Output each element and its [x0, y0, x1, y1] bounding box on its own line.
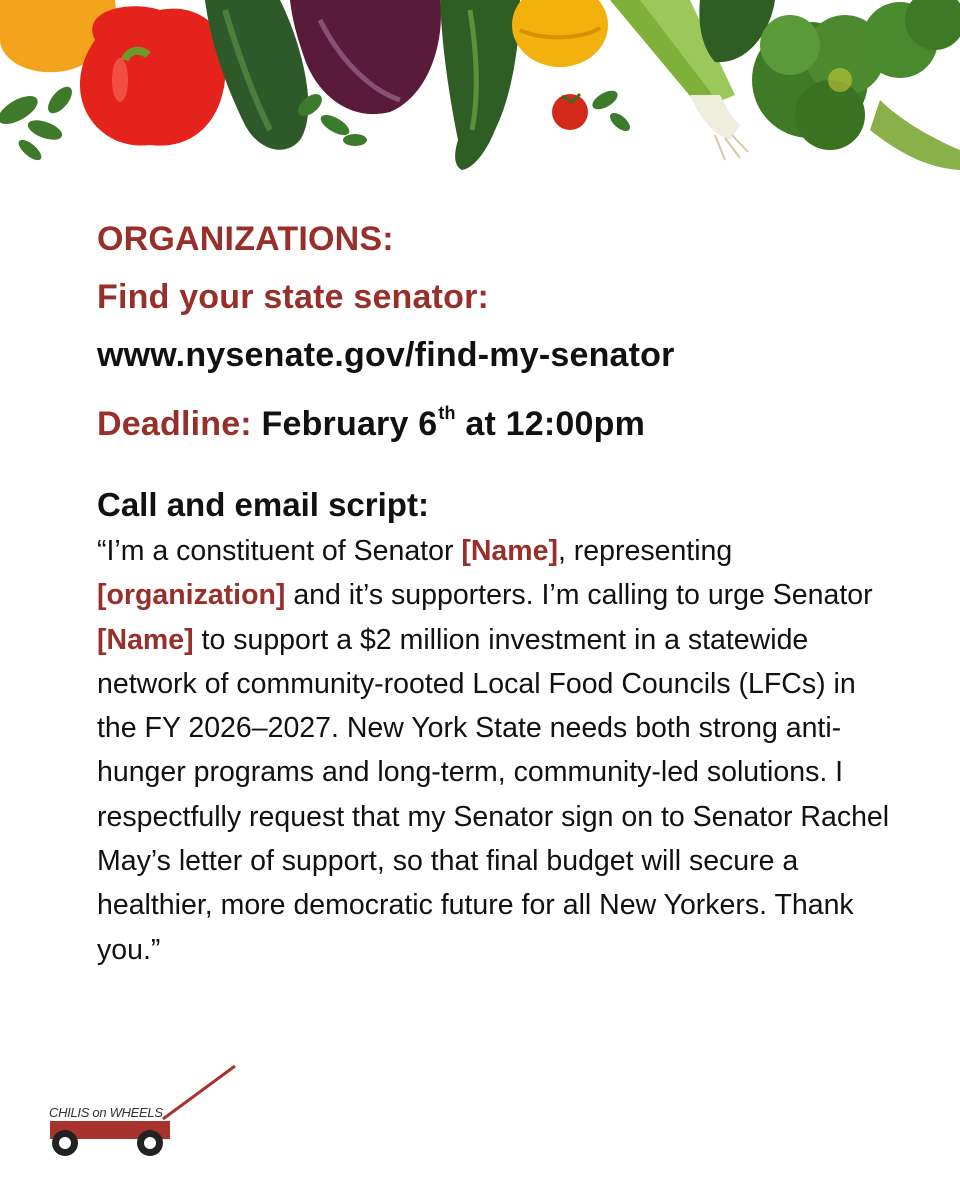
parsley-left — [0, 83, 76, 164]
deadline-time: at 12:00pm — [455, 405, 646, 443]
zucchini — [440, 0, 520, 170]
wagon-wheel-left — [52, 1130, 78, 1156]
script-text-4: to support a $2 million investment in a statewide network of community-rooted Local Food Councils (LFCs) in the FY 2026–2027. New York State needs both strong anti-hunger programs and long-term, community-led solutions. I respectfully request that my Senator sign on to Senator Rachel May’s letter of support, so that final budget will secure a healthier, more democratic future for all New Yorkers. Thank you.” — [97, 623, 890, 966]
script-text-3: and it’s supporters. I’m calling to urge Senator — [285, 579, 873, 612]
deadline-date-suffix: th — [438, 403, 456, 423]
deadline-line — [97, 384, 897, 453]
main-content — [97, 210, 897, 972]
script-text-1: “I’m a constituent of Senator — [97, 535, 462, 567]
script-text-2: , representing — [557, 535, 733, 567]
placeholder-name-2: [Name] — [97, 623, 194, 656]
senate-url[interactable]: www.nysenate.gov/find-my-senator — [97, 336, 675, 374]
wagon-wheel-right — [137, 1130, 163, 1156]
cherry-tomato — [552, 94, 588, 130]
deadline-label: Deadline: — [97, 405, 252, 443]
chilis-on-wheels-logo — [45, 1063, 245, 1163]
yellow-squash — [512, 0, 608, 67]
find-senator-heading: Find your state senator: — [97, 278, 490, 316]
vegetable-banner-image — [0, 0, 960, 185]
deadline-date: February 6 — [261, 405, 438, 443]
red-bell-pepper — [80, 6, 227, 145]
script-heading: Call and email script: — [97, 486, 429, 523]
logo-text: CHILIS on WHEELS — [49, 1105, 163, 1120]
wagon-handle — [163, 1066, 235, 1119]
placeholder-organization: [organization] — [97, 579, 286, 612]
parsley-right-of-tomato — [589, 87, 633, 134]
script-body — [97, 529, 897, 972]
broccoli — [752, 0, 960, 170]
organizations-heading: ORGANIZATIONS: — [97, 220, 394, 258]
placeholder-name-1: [Name] — [461, 535, 558, 567]
